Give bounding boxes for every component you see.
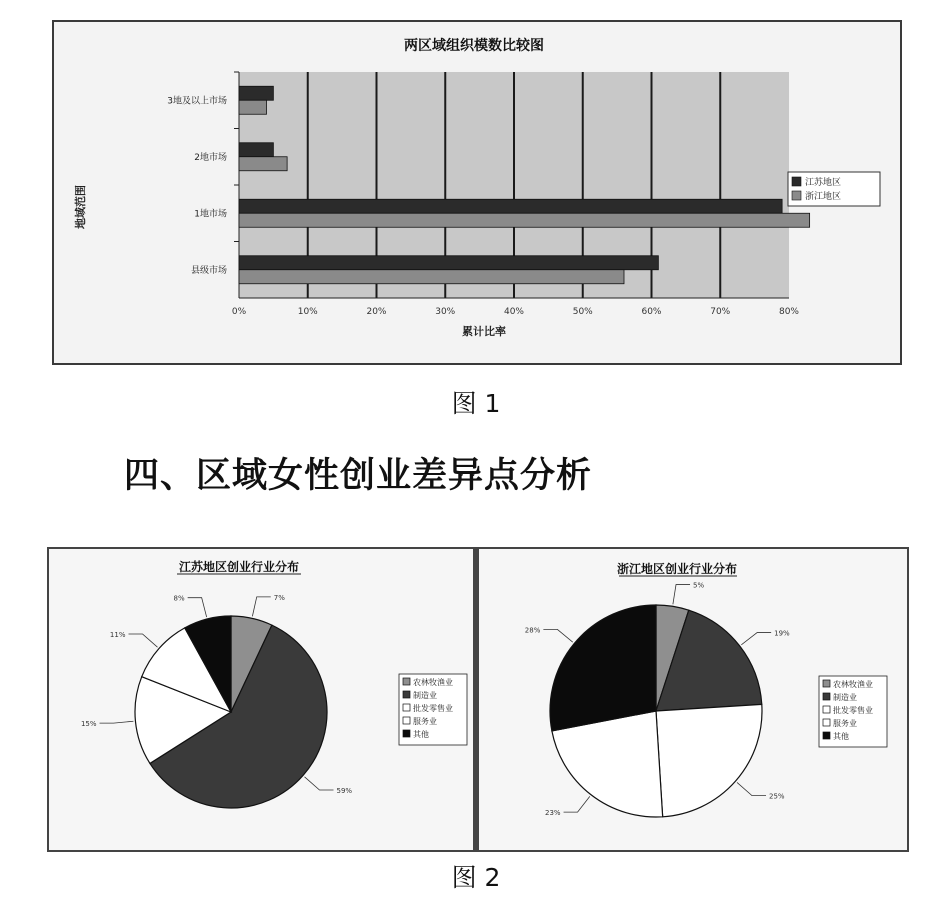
- y-category-label: 2地市场: [194, 152, 227, 163]
- bar-chart-title: 两区域组织模数比较图: [404, 38, 544, 54]
- legend-label: 其他: [833, 732, 849, 741]
- legend-label: 制造业: [413, 691, 437, 700]
- legend-swatch: [403, 678, 410, 685]
- legend-swatch: [823, 693, 830, 700]
- y-category-label: 县级市场: [190, 265, 227, 276]
- pie-zhejiang-title: 浙江地区创业行业分布: [616, 562, 738, 576]
- pie-data-label: 28%: [524, 626, 541, 635]
- pie-data-label: 7%: [273, 593, 285, 602]
- pie-data-label: 11%: [109, 630, 126, 639]
- legend-swatch: [403, 704, 410, 711]
- pie-chart-zhejiang: [479, 549, 907, 850]
- bar-zhejiang: [239, 100, 267, 114]
- legend-swatch: [823, 680, 830, 687]
- pie-data-label: 23%: [544, 809, 561, 818]
- pie-leader-line: [737, 782, 766, 795]
- bar-chart-figure: [52, 20, 902, 365]
- bar-chart-ylabel: 地域范围: [74, 185, 87, 229]
- pie-jiangsu-title: 江苏地区创业行业分布: [178, 560, 300, 574]
- y-category-label: 1地市场: [194, 209, 227, 220]
- x-tick-label: 10%: [297, 307, 318, 317]
- legend-swatch: [403, 717, 410, 724]
- pie-leader-line: [188, 598, 207, 617]
- pie-slice: [550, 605, 656, 731]
- pie-data-label: 5%: [693, 581, 705, 590]
- legend-label-jiangsu: 江苏地区: [805, 178, 842, 188]
- bar-zhejiang: [239, 270, 624, 284]
- pie-jiangsu-legend: [399, 674, 467, 745]
- bar-chart: [54, 22, 900, 363]
- bar-jiangsu: [239, 86, 273, 100]
- bar-jiangsu: [239, 143, 273, 157]
- bar-jiangsu: [239, 199, 782, 213]
- legend-label: 批发零售业: [833, 706, 873, 715]
- pie-leader-line: [741, 633, 771, 645]
- pie-leader-line: [252, 597, 270, 617]
- legend-label: 其他: [413, 730, 429, 739]
- bar-chart-xlabel: 累计比率: [462, 325, 506, 338]
- legend-swatch: [823, 706, 830, 713]
- legend-swatch: [403, 691, 410, 698]
- pie-chart-zhejiang-panel: [477, 547, 909, 852]
- pie-leader-line: [128, 634, 157, 647]
- pie-chart-jiangsu-panel: [47, 547, 475, 852]
- pie-leader-line: [543, 629, 572, 642]
- bar-zhejiang: [239, 213, 810, 227]
- legend-label: 批发零售业: [413, 704, 453, 713]
- legend-label: 制造业: [833, 693, 857, 702]
- legend-label: 农林牧渔业: [833, 680, 873, 689]
- pie-leader-line: [100, 721, 134, 723]
- legend-swatch: [823, 732, 830, 739]
- figure-2-caption: 图 2: [451, 863, 501, 892]
- y-category-label: 3地及以上市场: [167, 96, 227, 107]
- x-tick-label: 30%: [435, 307, 456, 317]
- legend-swatch: [403, 730, 410, 737]
- x-tick-label: 0%: [231, 307, 247, 317]
- legend-label: 服务业: [413, 717, 437, 726]
- legend-label: 农林牧渔业: [413, 678, 453, 687]
- pie-leader-line: [305, 777, 334, 790]
- bar-chart-legend: [788, 172, 880, 206]
- legend-swatch-jiangsu: [792, 177, 801, 186]
- pie-data-label: 59%: [336, 787, 353, 796]
- pie-data-label: 19%: [774, 629, 790, 638]
- x-tick-label: 40%: [503, 307, 525, 317]
- legend-label: 服务业: [833, 719, 857, 728]
- bar-zhejiang: [239, 157, 287, 171]
- pie-data-label: 15%: [80, 720, 97, 729]
- pie-chart-jiangsu: [49, 549, 473, 850]
- bar-jiangsu: [239, 256, 658, 270]
- x-tick-label: 60%: [641, 307, 662, 317]
- x-tick-label: 20%: [366, 307, 387, 317]
- x-tick-label: 50%: [572, 307, 593, 317]
- pie-leader-line: [564, 796, 590, 812]
- section-heading: 四、区域女性创业差异点分析: [124, 456, 593, 496]
- pie-data-label: 25%: [769, 792, 785, 801]
- x-tick-label: 70%: [710, 307, 731, 317]
- legend-label-zhejiang: 浙江地区: [805, 192, 842, 202]
- pie-leader-line: [673, 585, 690, 605]
- pie-slice: [656, 704, 762, 816]
- legend-swatch-zhejiang: [792, 191, 801, 200]
- pie-zhejiang-legend: [819, 676, 887, 747]
- pie-data-label: 8%: [173, 594, 185, 603]
- x-tick-label: 80%: [778, 307, 800, 317]
- legend-swatch: [823, 719, 830, 726]
- figure-1-caption: 图 1: [451, 389, 501, 418]
